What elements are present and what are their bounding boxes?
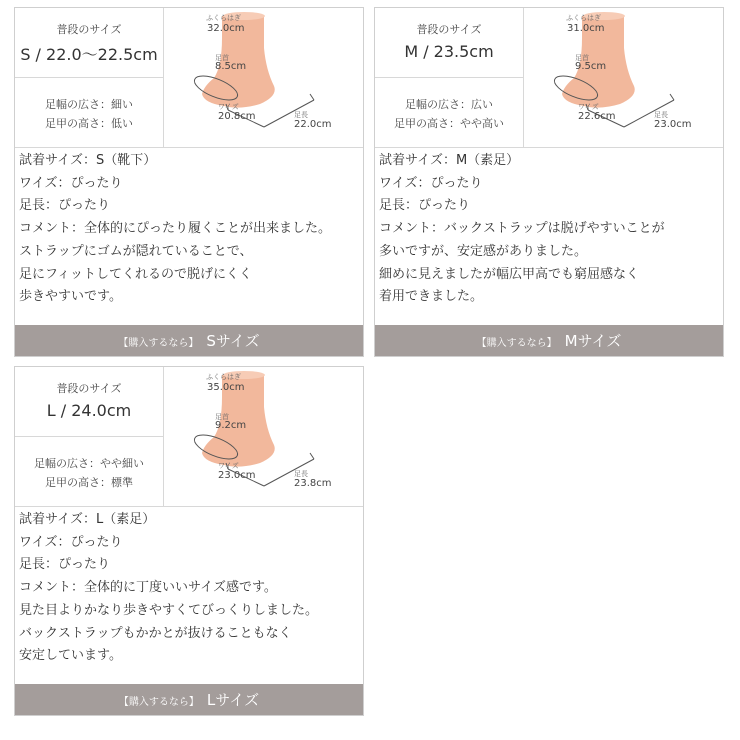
comment-line: 着用できました。 [379, 289, 484, 305]
foot-width-text: 足幅の広さ：細い [45, 98, 133, 111]
comment-line: 試着サイズ：L（素足） [19, 512, 156, 527]
foot-shape-cell [375, 78, 523, 147]
wise-value: 22.6cm [578, 111, 616, 122]
size-info-column [15, 8, 164, 147]
comment-line: 試着サイズ：M（素足） [379, 153, 520, 168]
calf-label: ふくらはぎ [206, 14, 241, 22]
buy-size-label: Mサイズ [564, 332, 622, 350]
instep-height-text: 足甲の高さ：やや高い [394, 117, 504, 130]
buy-prefix: 【購入するなら】 [118, 338, 199, 349]
size-info-column [375, 8, 524, 147]
instep-height-text: 足甲の高さ：低い [45, 117, 133, 130]
usual-size-cell [15, 8, 163, 78]
foot-diagram [164, 367, 363, 506]
card-header [15, 8, 363, 148]
calf-label: ふくらはぎ [566, 14, 601, 22]
length-value: 23.0cm [654, 119, 692, 130]
usual-size-caption: 普段のサイズ [416, 23, 482, 36]
calf-label: ふくらはぎ [206, 373, 241, 381]
foot-diagram [164, 8, 363, 147]
usual-size-value: L / 24.0cm [46, 401, 132, 420]
wise-value: 20.8cm [218, 111, 256, 122]
comment-line: 足長：ぴったり [19, 557, 111, 573]
comment-line: 足長：ぴったり [379, 198, 471, 214]
card-header [375, 8, 723, 148]
length-label: 足長 [654, 111, 668, 119]
comment-line: ワイズ：ぴったり [19, 175, 123, 191]
ankle-value: 9.5cm [575, 61, 607, 72]
review-card-l [14, 366, 364, 716]
comment-line: コメント：全体的に丁度いいサイズ感です。 [19, 580, 277, 596]
review-comment [379, 150, 723, 309]
buy-size-button[interactable] [375, 325, 723, 356]
usual-size-value: M / 23.5cm [404, 42, 494, 61]
comment-line: コメント：全体的にぴったり履くことが出来ました。 [19, 221, 332, 237]
comment-line: 多いですが、安定感がありました。 [379, 243, 588, 259]
comment-line: 安定しています。 [19, 648, 122, 664]
foot-diagram-icon [524, 8, 723, 147]
usual-size-caption: 普段のサイズ [56, 23, 122, 36]
buy-prefix: 【購入するなら】 [476, 338, 557, 349]
usual-size-caption: 普段のサイズ [56, 382, 122, 395]
comment-line: ストラップにゴムが隠れていることで、 [19, 243, 253, 259]
review-card-m [374, 7, 724, 357]
length-value: 22.0cm [294, 119, 332, 130]
comment-line: 試着サイズ：S（靴下） [19, 153, 157, 168]
comment-line: 細めに見えましたが幅広甲高でも窮屈感なく [379, 266, 640, 282]
comment-line: コメント：バックストラップは脱げやすいことが [379, 221, 665, 237]
comment-line: 歩きやすいです。 [19, 289, 122, 305]
foot-diagram [524, 8, 723, 147]
foot-shape-cell [15, 437, 163, 506]
ankle-label: 足首 [215, 413, 229, 421]
card-header [15, 367, 363, 507]
wise-label: ワイズ [578, 103, 599, 111]
review-comment [19, 509, 363, 668]
wise-label: ワイズ [218, 103, 239, 111]
wise-label: ワイズ [218, 462, 239, 470]
comment-line: 見た目よりかなり歩きやすくてびっくりしました。 [19, 602, 319, 618]
buy-size-label: Lサイズ [206, 691, 260, 709]
length-label: 足長 [294, 470, 308, 478]
comment-line: バックストラップもかかとが抜けることもなく [19, 625, 292, 641]
ankle-value: 9.2cm [215, 420, 247, 431]
comment-line: 足にフィットしてくれるので脱げにくく [19, 266, 252, 282]
ankle-label: 足首 [215, 54, 229, 62]
buy-prefix: 【購入するなら】 [118, 697, 199, 708]
foot-diagram-icon [164, 367, 363, 506]
instep-height-text: 足甲の高さ：標準 [45, 476, 133, 489]
buy-size-button[interactable] [15, 325, 363, 356]
length-label: 足長 [294, 111, 308, 119]
size-info-column [15, 367, 164, 506]
review-card-s [14, 7, 364, 357]
foot-width-text: 足幅の広さ：やや細い [34, 457, 144, 470]
calf-value: 35.0cm [207, 382, 245, 393]
length-value: 23.8cm [294, 478, 332, 489]
comment-line: ワイズ：ぴったり [19, 534, 123, 550]
ankle-label: 足首 [575, 54, 589, 62]
usual-size-cell [15, 367, 163, 437]
ankle-value: 8.5cm [215, 61, 247, 72]
foot-width-text: 足幅の広さ：広い [405, 98, 493, 111]
usual-size-value: S / 22.0〜22.5cm [20, 45, 158, 64]
usual-size-cell [375, 8, 523, 78]
calf-value: 31.0cm [567, 23, 605, 34]
buy-size-label: Sサイズ [206, 332, 260, 350]
foot-diagram-icon [164, 8, 363, 147]
comment-line: ワイズ：ぴったり [379, 175, 483, 191]
review-comment [19, 150, 363, 309]
comment-line: 足長：ぴったり [19, 198, 111, 214]
wise-value: 23.0cm [218, 470, 256, 481]
buy-size-button[interactable] [15, 684, 363, 715]
calf-value: 32.0cm [207, 23, 245, 34]
foot-shape-cell [15, 78, 163, 147]
